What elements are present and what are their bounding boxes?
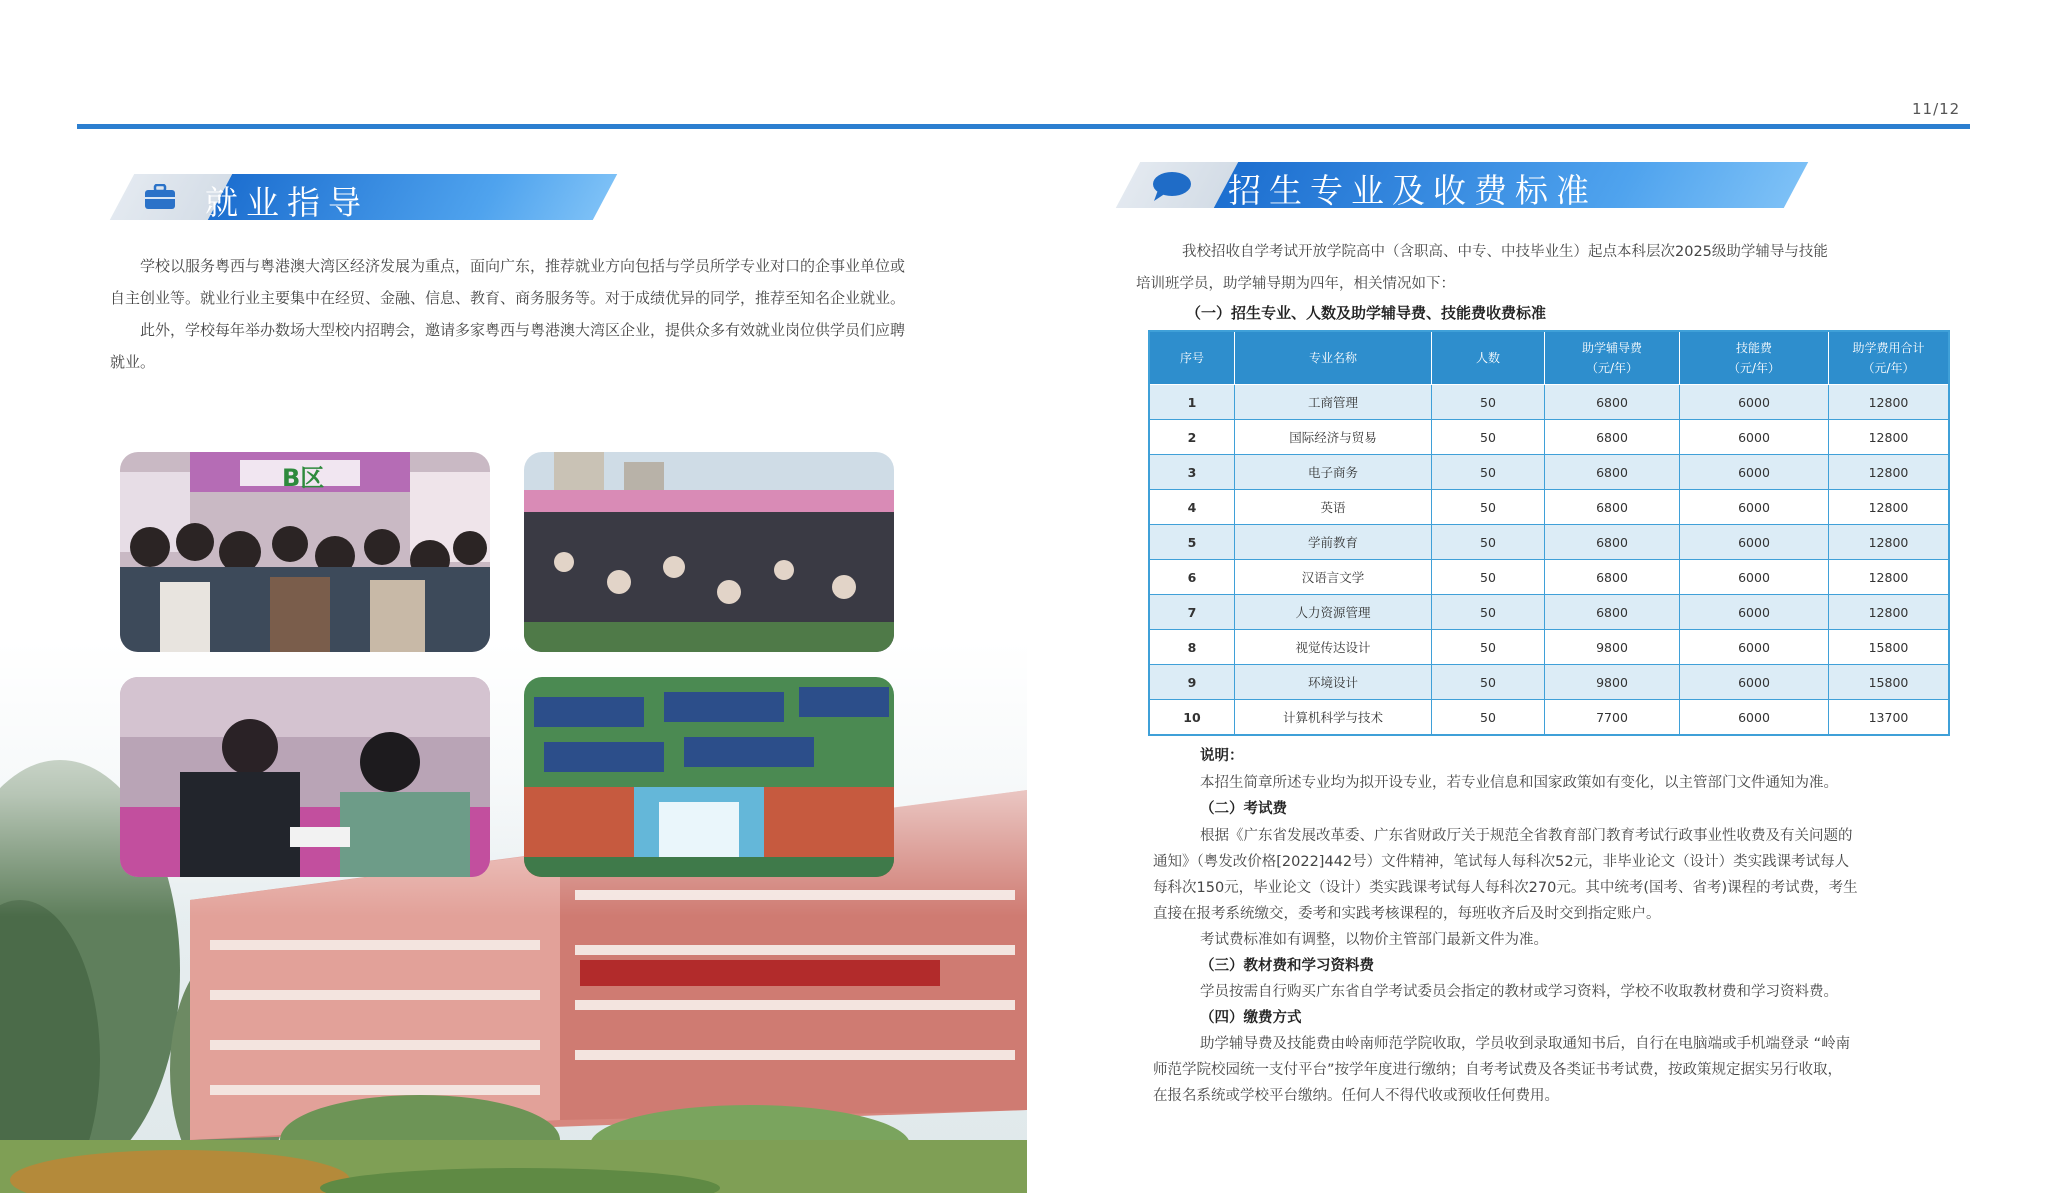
cell-no: 3 xyxy=(1149,455,1235,490)
intro-line-1: 我校招收自学考试开放学院高中（含职高、中专、中技毕业生）起点本科层次2025级助学辅导与技能 xyxy=(1182,244,1828,260)
cell-count: 50 xyxy=(1432,560,1545,595)
booth-sign: B区 xyxy=(282,464,325,492)
section3-text: 学员按需自行购买广东省自学考试委员会指定的教材或学习资料，学校不收取教材费和学习资料费。 xyxy=(1200,984,1838,1000)
cell-count: 50 xyxy=(1432,665,1545,700)
cell-no: 4 xyxy=(1149,490,1235,525)
header-skill-fee: 技能费 （元/年） xyxy=(1680,331,1829,385)
header-major: 专业名称 xyxy=(1235,331,1432,385)
header-no: 序号 xyxy=(1149,331,1235,385)
cell-total: 12800 xyxy=(1829,595,1950,630)
employment-title: 就业指导 xyxy=(205,183,369,222)
cell-total: 12800 xyxy=(1829,525,1950,560)
cell-count: 50 xyxy=(1432,700,1545,736)
header-total: 助学费用合计 （元/年） xyxy=(1829,331,1950,385)
intro-line-2: 培训班学员，助学辅导期为四年，相关情况如下： xyxy=(1136,276,1455,292)
top-divider xyxy=(77,124,1970,129)
note-text: 本招生简章所述专业均为拟开设专业，若专业信息和国家政策如有变化，以主管部门文件通知为准。 xyxy=(1200,775,1838,791)
cell-skill-fee: 6000 xyxy=(1680,525,1829,560)
speech-bubble-icon xyxy=(1150,170,1192,202)
table-row xyxy=(1149,490,1949,525)
briefcase-icon xyxy=(144,184,176,210)
table-row xyxy=(1149,665,1949,700)
section2-line: 根据《广东省发展改革委、广东省财政厅关于规范全省教育部门教育考试行政事业性收费及有关问题的 xyxy=(1200,828,1853,844)
cell-major: 学前教育 xyxy=(1235,525,1432,560)
cell-total: 12800 xyxy=(1829,560,1950,595)
cell-skill-fee: 6000 xyxy=(1680,420,1829,455)
note-label: 说明： xyxy=(1200,748,1244,764)
header-tutor-fee: 助学辅导费 （元/年） xyxy=(1545,331,1680,385)
cell-skill-fee: 6000 xyxy=(1680,595,1829,630)
aerial-job-fair-photo xyxy=(524,677,894,877)
cell-tutor-fee: 6800 xyxy=(1545,490,1680,525)
cell-major: 工商管理 xyxy=(1235,385,1432,420)
cell-skill-fee: 6000 xyxy=(1680,560,1829,595)
cell-total: 15800 xyxy=(1829,630,1950,665)
cell-no: 5 xyxy=(1149,525,1235,560)
table-row xyxy=(1149,455,1949,490)
cell-major: 汉语言文学 xyxy=(1235,560,1432,595)
cell-no: 1 xyxy=(1149,385,1235,420)
cell-count: 50 xyxy=(1432,455,1545,490)
cell-tutor-fee: 6800 xyxy=(1545,560,1680,595)
cell-no: 10 xyxy=(1149,700,1235,736)
interview-photo xyxy=(120,677,490,877)
job-fair-photo-2 xyxy=(524,452,894,652)
job-fair-photo-1 xyxy=(120,452,490,652)
cell-tutor-fee: 6800 xyxy=(1545,385,1680,420)
cell-skill-fee: 6000 xyxy=(1680,490,1829,525)
cell-no: 8 xyxy=(1149,630,1235,665)
cell-skill-fee: 6000 xyxy=(1680,700,1829,736)
table-row xyxy=(1149,700,1949,736)
cell-skill-fee: 6000 xyxy=(1680,630,1829,665)
table-header-row xyxy=(1149,331,1949,385)
cell-tutor-fee: 9800 xyxy=(1545,630,1680,665)
cell-total: 12800 xyxy=(1829,490,1950,525)
cell-major: 环境设计 xyxy=(1235,665,1432,700)
fee-table xyxy=(1148,330,1950,736)
section4-title: （四）缴费方式 xyxy=(1200,1010,1302,1026)
section1-title: （一）招生专业、人数及助学辅导费、技能费收费标准 xyxy=(1186,304,1547,322)
cell-total: 13700 xyxy=(1829,700,1950,736)
section4-line: 师范学院校园统一支付平台”按学年度进行缴纳；自考考试费及各类证书考试费，按政策规定据实另行收取， xyxy=(1153,1062,1843,1078)
table-row xyxy=(1149,560,1949,595)
section2-line: 通知》（粤发改价格[2022]442号）文件精神，笔试每人每科次52元，非毕业论文（设计）类实践课考试每人 xyxy=(1153,854,1850,870)
section2-title: （二）考试费 xyxy=(1200,801,1287,817)
cell-major: 国际经济与贸易 xyxy=(1235,420,1432,455)
cell-major: 英语 xyxy=(1235,490,1432,525)
cell-skill-fee: 6000 xyxy=(1680,455,1829,490)
cell-tutor-fee: 6800 xyxy=(1545,420,1680,455)
cell-major: 计算机科学与技术 xyxy=(1235,700,1432,736)
cell-count: 50 xyxy=(1432,490,1545,525)
cell-count: 50 xyxy=(1432,630,1545,665)
cell-count: 50 xyxy=(1432,525,1545,560)
employment-paragraph-1: 学校以服务粤西与粤港澳大湾区经济发展为重点，面向广东，推荐就业方向包括与学员所学专业对口的企事业单位或自主创业等。就业行业主要集中在经贸、金融、信息、教育、商务服务等。对于成绩优异的同学，推荐至知名企业就业。 xyxy=(110,257,906,307)
cell-tutor-fee: 6800 xyxy=(1545,455,1680,490)
header-count: 人数 xyxy=(1432,331,1545,385)
cell-count: 50 xyxy=(1432,420,1545,455)
cell-skill-fee: 6000 xyxy=(1680,385,1829,420)
cell-skill-fee: 6000 xyxy=(1680,665,1829,700)
section3-title: （三）教材费和学习资料费 xyxy=(1200,958,1374,974)
enrollment-banner xyxy=(1118,162,1718,208)
table-row xyxy=(1149,525,1949,560)
table-row xyxy=(1149,595,1949,630)
table-row xyxy=(1149,420,1949,455)
employment-banner xyxy=(100,174,520,220)
cell-total: 12800 xyxy=(1829,420,1950,455)
cell-no: 9 xyxy=(1149,665,1235,700)
cell-total: 12800 xyxy=(1829,385,1950,420)
cell-major: 电子商务 xyxy=(1235,455,1432,490)
section4-line: 助学辅导费及技能费由岭南师范学院收取，学员收到录取通知书后，自行在电脑端或手机端登录 “岭南 xyxy=(1200,1036,1851,1052)
cell-major: 人力资源管理 xyxy=(1235,595,1432,630)
table-row xyxy=(1149,630,1949,665)
section4-line: 在报名系统或学校平台缴纳。任何人不得代收或预收任何费用。 xyxy=(1153,1088,1559,1104)
cell-no: 7 xyxy=(1149,595,1235,630)
cell-tutor-fee: 6800 xyxy=(1545,525,1680,560)
page-number: 11/12 xyxy=(1912,100,1961,118)
cell-tutor-fee: 6800 xyxy=(1545,595,1680,630)
cell-tutor-fee: 9800 xyxy=(1545,665,1680,700)
cell-total: 12800 xyxy=(1829,455,1950,490)
cell-major: 视觉传达设计 xyxy=(1235,630,1432,665)
cell-count: 50 xyxy=(1432,385,1545,420)
section2-line: 直接在报考系统缴交，委考和实践考核课程的，每班收齐后及时交到指定账户。 xyxy=(1153,906,1661,922)
cell-no: 6 xyxy=(1149,560,1235,595)
cell-tutor-fee: 7700 xyxy=(1545,700,1680,736)
cell-count: 50 xyxy=(1432,595,1545,630)
enrollment-title: 招生专业及收费标准 xyxy=(1228,171,1597,210)
cell-no: 2 xyxy=(1149,420,1235,455)
section2-line: 考试费标准如有调整，以物价主管部门最新文件为准。 xyxy=(1200,932,1548,948)
cell-total: 15800 xyxy=(1829,665,1950,700)
employment-text xyxy=(110,250,915,378)
table-row xyxy=(1149,385,1949,420)
employment-paragraph-2: 此外，学校每年举办数场大型校内招聘会，邀请多家粤西与粤港澳大湾区企业，提供众多有效就业岗位供学员们应聘就业。 xyxy=(110,321,906,371)
section2-line: 每科次150元，毕业论文（设计）类实践课考试每人每科次270元。其中统考(国考、省考)课程的考试费，考生 xyxy=(1153,880,1858,896)
